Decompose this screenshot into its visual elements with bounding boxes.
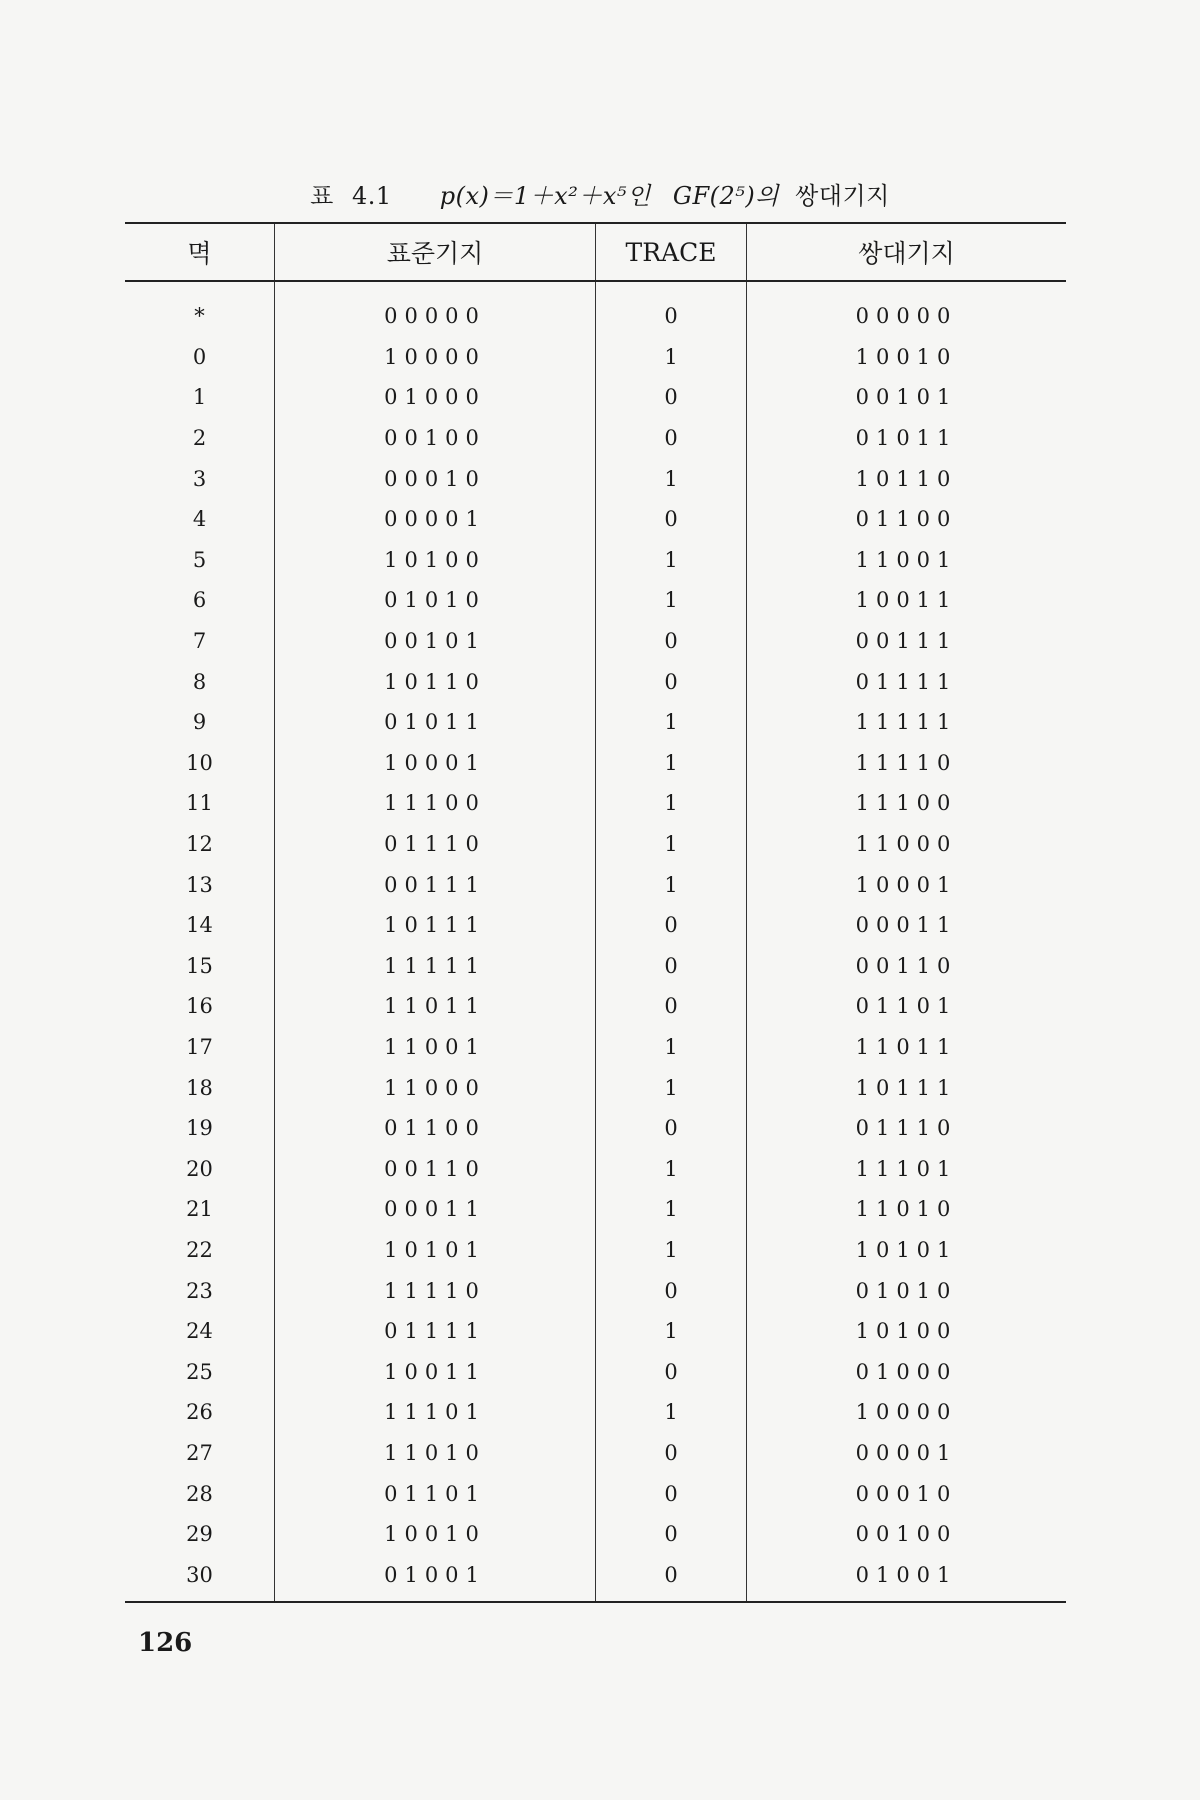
table-row	[125, 377, 1066, 418]
cell-power: 23	[186, 1278, 213, 1303]
table-row	[125, 1108, 1066, 1149]
table-row	[125, 1351, 1066, 1392]
cell-standard-basis: 10010	[275, 1514, 596, 1555]
table-row	[125, 824, 1066, 865]
cell-standard-basis: 11111	[275, 946, 596, 987]
cell-standard-basis: 11001	[275, 1027, 596, 1068]
header-dual-basis: 쌍대기지	[747, 223, 1067, 281]
table-row	[125, 661, 1066, 702]
table-row	[125, 864, 1066, 905]
cell-dual-basis: 00100	[747, 1514, 1067, 1555]
cell-power: 25	[186, 1359, 213, 1384]
cell-trace: 0	[596, 418, 747, 459]
cell-trace: 1	[596, 1027, 747, 1068]
cell-trace: 0	[596, 621, 747, 662]
caption-formula: p(x)＝1＋x²＋x⁵인	[439, 182, 651, 210]
cell-trace: 0	[596, 1433, 747, 1474]
table-row	[125, 905, 1066, 946]
table-row	[125, 281, 1066, 337]
cell-dual-basis: 11110	[747, 743, 1067, 784]
cell-power: 12	[186, 832, 213, 857]
cell-trace: 1	[596, 540, 747, 581]
page-number: 126	[138, 1628, 193, 1658]
table-row	[125, 1311, 1066, 1352]
cell-power: 7	[192, 629, 207, 654]
cell-standard-basis: 00010	[275, 458, 596, 499]
cell-trace: 1	[596, 702, 747, 743]
cell-dual-basis: 01100	[747, 499, 1067, 540]
cell-power: 24	[186, 1319, 213, 1344]
cell-power: 10	[186, 750, 213, 775]
cell-dual-basis: 11011	[747, 1027, 1067, 1068]
cell-power: 17	[186, 1034, 213, 1059]
cell-power: 15	[186, 953, 213, 978]
cell-power: *	[194, 304, 205, 329]
cell-power: 1	[192, 385, 207, 410]
cell-dual-basis: 01111	[747, 661, 1067, 702]
caption-number: 4.1	[351, 182, 392, 210]
cell-power: 27	[186, 1440, 213, 1465]
table-row	[125, 337, 1066, 378]
table-row	[125, 946, 1066, 987]
table-row	[125, 1189, 1066, 1230]
cell-trace: 1	[596, 1189, 747, 1230]
cell-trace: 0	[596, 377, 747, 418]
cell-trace: 1	[596, 1148, 747, 1189]
cell-power: 9	[192, 710, 207, 735]
table-row	[125, 743, 1066, 784]
table-row	[125, 540, 1066, 581]
cell-dual-basis: 10010	[747, 337, 1067, 378]
cell-trace: 0	[596, 1473, 747, 1514]
cell-standard-basis: 11101	[275, 1392, 596, 1433]
cell-dual-basis: 01010	[747, 1270, 1067, 1311]
cell-trace: 0	[596, 281, 747, 337]
cell-dual-basis: 11111	[747, 702, 1067, 743]
cell-standard-basis: 01001	[275, 1554, 596, 1602]
cell-power: 8	[192, 669, 207, 694]
cell-power: 30	[125, 1554, 275, 1602]
cell-standard-basis: 01110	[275, 824, 596, 865]
cell-trace: 1	[596, 864, 747, 905]
cell-standard-basis: 10001	[275, 743, 596, 784]
cell-trace: 1	[596, 1067, 747, 1108]
cell-standard-basis: 11110	[275, 1270, 596, 1311]
cell-standard-basis: 10110	[275, 661, 596, 702]
cell-dual-basis: 10001	[747, 864, 1067, 905]
cell-dual-basis: 01110	[747, 1108, 1067, 1149]
cell-dual-basis: 11101	[747, 1148, 1067, 1189]
cell-dual-basis: 11010	[747, 1189, 1067, 1230]
table-row	[125, 1148, 1066, 1189]
table-row	[125, 580, 1066, 621]
cell-dual-basis: 10101	[747, 1230, 1067, 1271]
cell-power: 3	[192, 466, 207, 491]
cell-standard-basis: 00100	[275, 418, 596, 459]
cell-power: 14	[186, 913, 213, 938]
cell-dual-basis: 11000	[747, 824, 1067, 865]
cell-trace: 0	[596, 1514, 747, 1555]
cell-trace: 0	[596, 661, 747, 702]
cell-standard-basis: 01100	[275, 1108, 596, 1149]
cell-trace: 1	[596, 1311, 747, 1352]
table-header-row	[125, 223, 1066, 281]
cell-power: 0	[192, 344, 207, 369]
cell-power: 2	[192, 426, 207, 451]
cell-power: 28	[186, 1481, 213, 1506]
cell-dual-basis: 00010	[747, 1473, 1067, 1514]
cell-standard-basis: 10011	[275, 1351, 596, 1392]
cell-dual-basis: 00110	[747, 946, 1067, 987]
cell-standard-basis: 00110	[275, 1148, 596, 1189]
table-row	[125, 458, 1066, 499]
table-row	[125, 783, 1066, 824]
cell-standard-basis: 11100	[275, 783, 596, 824]
table-caption	[0, 176, 1200, 211]
cell-standard-basis: 11000	[275, 1067, 596, 1108]
cell-standard-basis: 01000	[275, 377, 596, 418]
header-power: 멱	[187, 239, 212, 268]
cell-dual-basis: 10110	[747, 458, 1067, 499]
cell-dual-basis: 00011	[747, 905, 1067, 946]
cell-power: 26	[186, 1400, 213, 1425]
cell-trace: 0	[596, 1108, 747, 1149]
cell-power: 29	[186, 1522, 213, 1547]
cell-dual-basis: 01011	[747, 418, 1067, 459]
cell-standard-basis: 11011	[275, 986, 596, 1027]
cell-standard-basis: 10111	[275, 905, 596, 946]
dual-basis-table-container	[125, 222, 1055, 1603]
cell-power: 5	[192, 547, 207, 572]
cell-standard-basis: 01011	[275, 702, 596, 743]
cell-standard-basis: 00011	[275, 1189, 596, 1230]
cell-trace: 0	[596, 946, 747, 987]
cell-trace: 1	[596, 458, 747, 499]
caption-field: GF(2⁵)의	[672, 182, 779, 210]
cell-standard-basis: 01010	[275, 580, 596, 621]
table-row	[125, 499, 1066, 540]
cell-dual-basis: 01001	[747, 1554, 1067, 1602]
cell-trace: 0	[596, 1270, 747, 1311]
table-row	[125, 1230, 1066, 1271]
cell-power: 16	[186, 994, 213, 1019]
table-row	[125, 702, 1066, 743]
cell-standard-basis: 11010	[275, 1433, 596, 1474]
cell-power: 18	[186, 1075, 213, 1100]
cell-trace: 1	[596, 824, 747, 865]
cell-power: 20	[186, 1156, 213, 1181]
table-row	[125, 1514, 1066, 1555]
cell-power: 22	[186, 1237, 213, 1262]
cell-dual-basis: 10111	[747, 1067, 1067, 1108]
cell-trace: 0	[596, 1554, 747, 1602]
table-row	[125, 1270, 1066, 1311]
cell-dual-basis: 11001	[747, 540, 1067, 581]
cell-standard-basis: 01101	[275, 1473, 596, 1514]
cell-dual-basis: 10100	[747, 1311, 1067, 1352]
cell-trace: 1	[596, 1392, 747, 1433]
table-body	[125, 281, 1066, 1602]
cell-trace: 1	[596, 337, 747, 378]
cell-standard-basis: 01111	[275, 1311, 596, 1352]
table-row	[125, 1067, 1066, 1108]
cell-dual-basis: 10000	[747, 1392, 1067, 1433]
cell-dual-basis: 00001	[747, 1433, 1067, 1474]
cell-dual-basis: 01101	[747, 986, 1067, 1027]
cell-power: 4	[192, 507, 207, 532]
header-trace: TRACE	[596, 223, 747, 281]
table-row	[125, 418, 1066, 459]
cell-trace: 0	[596, 499, 747, 540]
cell-power: 19	[186, 1116, 213, 1141]
cell-standard-basis: 10100	[275, 540, 596, 581]
cell-dual-basis: 00111	[747, 621, 1067, 662]
cell-power: 21	[186, 1197, 213, 1222]
cell-standard-basis: 10101	[275, 1230, 596, 1271]
cell-trace: 0	[596, 1351, 747, 1392]
cell-trace: 0	[596, 986, 747, 1027]
cell-power: 11	[186, 791, 213, 816]
cell-standard-basis: 00000	[275, 281, 596, 337]
cell-trace: 1	[596, 743, 747, 784]
table-row	[125, 1473, 1066, 1514]
table-row	[125, 621, 1066, 662]
cell-trace: 1	[596, 783, 747, 824]
table-row	[125, 1554, 1066, 1602]
caption-title: 쌍대기지	[795, 182, 890, 210]
cell-standard-basis: 00001	[275, 499, 596, 540]
caption-label: 표	[310, 182, 334, 210]
table-row	[125, 1027, 1066, 1068]
table-row	[125, 1392, 1066, 1433]
cell-standard-basis: 10000	[275, 337, 596, 378]
cell-dual-basis: 00000	[747, 281, 1067, 337]
dual-basis-table	[125, 222, 1066, 1603]
cell-trace: 0	[596, 905, 747, 946]
cell-dual-basis: 11100	[747, 783, 1067, 824]
cell-trace: 1	[596, 580, 747, 621]
cell-standard-basis: 00101	[275, 621, 596, 662]
table-row	[125, 986, 1066, 1027]
cell-dual-basis: 00101	[747, 377, 1067, 418]
cell-power: 6	[192, 588, 207, 613]
header-standard-basis: 표준기지	[275, 223, 596, 281]
cell-power: 13	[186, 872, 213, 897]
cell-trace: 1	[596, 1230, 747, 1271]
cell-standard-basis: 00111	[275, 864, 596, 905]
table-row	[125, 1433, 1066, 1474]
cell-dual-basis: 01000	[747, 1351, 1067, 1392]
cell-dual-basis: 10011	[747, 580, 1067, 621]
